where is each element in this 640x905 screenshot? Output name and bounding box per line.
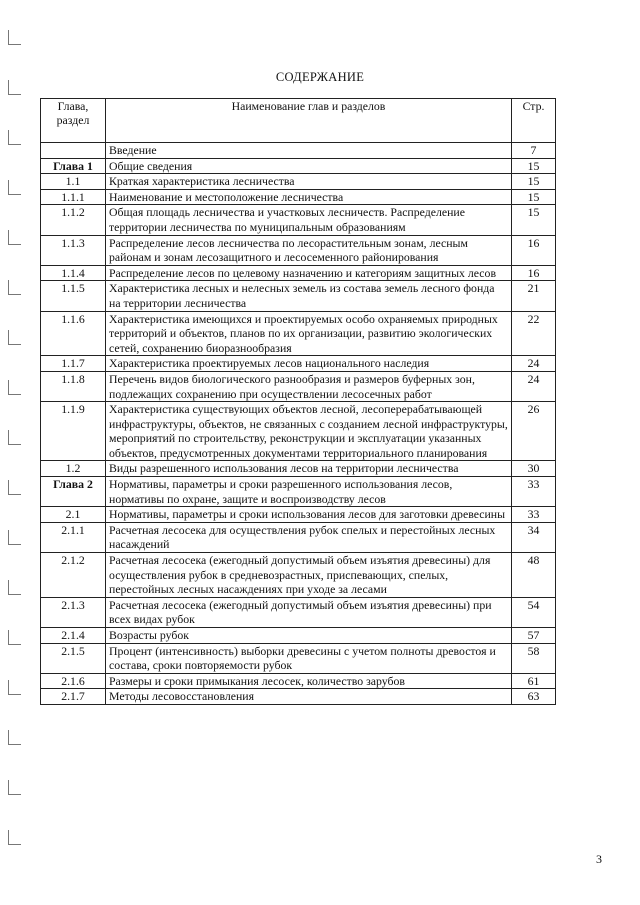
row-chapter-number: 2.1.7 — [41, 689, 106, 705]
row-title: Распределение лесов по целевому назначению и категориям защитных лесов — [106, 265, 512, 281]
row-chapter-number: 2.1.6 — [41, 673, 106, 689]
table-row — [41, 507, 556, 523]
row-chapter-number: 2.1 — [41, 507, 106, 523]
row-chapter-number: 1.1.2 — [41, 205, 106, 235]
row-title: Общие сведения — [106, 158, 512, 174]
table-row — [41, 461, 556, 477]
row-page-number: 48 — [512, 553, 556, 598]
page-title: СОДЕРЖАНИЕ — [275, 70, 365, 84]
row-title: Характеристика лесных и нелесных земель из состава земель лесного фонда на территории лесничества — [106, 281, 512, 311]
row-chapter-number: 1.1.3 — [41, 235, 106, 265]
row-title: Характеристика существующих объектов лесной, лесоперерабатывающей инфраструктуры, объектов, не связанных с созданием лесной инфраструктуры, мероприятий по строительству, реконструкции и эксплуатации указанных объектов, предусмотренных документами территориального планирования — [106, 402, 512, 461]
row-title: Наименование и местоположение лесничества — [106, 189, 512, 205]
row-chapter-number: Глава 1 — [41, 158, 106, 174]
table-row — [41, 205, 556, 235]
table-row — [41, 673, 556, 689]
row-chapter-number: 1.1.7 — [41, 356, 106, 372]
row-title: Перечень видов биологического разнообразия и размеров буферных зон, подлежащих сохранению при осуществлении лесосечных работ — [106, 371, 512, 401]
row-chapter-number: 1.1.6 — [41, 311, 106, 356]
row-title: Распределение лесов лесничества по лесорастительным зонам, лесным районам и зонам лесозащитного и лесосеменного районирования — [106, 235, 512, 265]
row-title: Размеры и сроки примыкания лесосек, количество зарубов — [106, 673, 512, 689]
row-chapter-number: 2.1.2 — [41, 553, 106, 598]
row-chapter-number: 1.1 — [41, 174, 106, 190]
row-page-number: 15 — [512, 158, 556, 174]
table-row — [41, 402, 556, 461]
row-page-number: 24 — [512, 356, 556, 372]
row-chapter-number: 1.1.4 — [41, 265, 106, 281]
row-chapter-number: 2.1.3 — [41, 597, 106, 627]
row-page-number: 33 — [512, 507, 556, 523]
table-row — [41, 643, 556, 673]
row-page-number: 15 — [512, 174, 556, 190]
row-chapter-number: 2.1.1 — [41, 522, 106, 552]
row-page-number: 57 — [512, 628, 556, 644]
row-page-number: 26 — [512, 402, 556, 461]
row-title: Характеристика проектируемых лесов национального наследия — [106, 356, 512, 372]
table-row — [41, 356, 556, 372]
row-title: Нормативы, параметры и сроки использования лесов для заготовки древесины — [106, 507, 512, 523]
table-row — [41, 689, 556, 705]
table-row — [41, 597, 556, 627]
header-chapter: Глава, раздел — [41, 99, 106, 143]
header-name: Наименование глав и разделов — [106, 99, 512, 143]
table-row — [41, 174, 556, 190]
table-row — [41, 522, 556, 552]
table-row — [41, 628, 556, 644]
row-page-number: 63 — [512, 689, 556, 705]
table-row — [41, 235, 556, 265]
table-row — [41, 311, 556, 356]
table-row — [41, 158, 556, 174]
row-page-number: 58 — [512, 643, 556, 673]
row-page-number: 22 — [512, 311, 556, 356]
row-page-number: 16 — [512, 235, 556, 265]
row-page-number: 15 — [512, 189, 556, 205]
row-page-number: 33 — [512, 477, 556, 507]
row-page-number: 15 — [512, 205, 556, 235]
row-chapter-number: 1.1.1 — [41, 189, 106, 205]
table-of-contents — [40, 98, 556, 705]
row-chapter-number: 2.1.4 — [41, 628, 106, 644]
row-chapter-number: 1.1.9 — [41, 402, 106, 461]
row-chapter-number: 1.2 — [41, 461, 106, 477]
header-page: Стр. — [512, 99, 556, 143]
table-row — [41, 265, 556, 281]
table-row — [41, 189, 556, 205]
table-body — [41, 143, 556, 705]
table-row — [41, 281, 556, 311]
table-header-row — [41, 99, 556, 143]
table-row — [41, 371, 556, 401]
row-title: Возрасты рубок — [106, 628, 512, 644]
row-page-number: 34 — [512, 522, 556, 552]
table-row — [41, 477, 556, 507]
row-title: Расчетная лесосека (ежегодный допустимый объем изъятия древесины) при всех видах рубок — [106, 597, 512, 627]
row-title: Характеристика имеющихся и проектируемых особо охраняемых природных территорий и объектов, планов по их организации, развитию экологических сетей, сохранению биоразнообразия — [106, 311, 512, 356]
row-title: Процент (интенсивность) выборки древесины с учетом полноты древостоя и состава, сроки повторяемости рубок — [106, 643, 512, 673]
row-chapter-number — [41, 143, 106, 159]
row-chapter-number: 1.1.8 — [41, 371, 106, 401]
row-title: Методы лесовосстановления — [106, 689, 512, 705]
row-page-number: 61 — [512, 673, 556, 689]
row-title: Расчетная лесосека (ежегодный допустимый объем изъятия древесины) для осуществления рубок в средневозрастных, приспевающих, спелых, перестойных лесных насаждениях при уходе за лесами — [106, 553, 512, 598]
row-chapter-number: 1.1.5 — [41, 281, 106, 311]
row-page-number: 21 — [512, 281, 556, 311]
row-chapter-number: Глава 2 — [41, 477, 106, 507]
row-page-number: 16 — [512, 265, 556, 281]
row-title: Виды разрешенного использования лесов на территории лесничества — [106, 461, 512, 477]
table-row — [41, 143, 556, 159]
row-title: Общая площадь лесничества и участковых лесничеств. Распределение территории лесничества по муниципальным образованиям — [106, 205, 512, 235]
row-title: Введение — [106, 143, 512, 159]
page-number: 3 — [596, 852, 602, 866]
row-page-number: 7 — [512, 143, 556, 159]
row-title: Краткая характеристика лесничества — [106, 174, 512, 190]
row-page-number: 30 — [512, 461, 556, 477]
row-title: Расчетная лесосека для осуществления рубок спелых и перестойных лесных насаждений — [106, 522, 512, 552]
row-page-number: 24 — [512, 371, 556, 401]
row-chapter-number: 2.1.5 — [41, 643, 106, 673]
table-row — [41, 553, 556, 598]
binding-margin-marks — [0, 0, 24, 905]
row-title: Нормативы, параметры и сроки разрешенного использования лесов, нормативы по охране, защите и воспроизводству лесов — [106, 477, 512, 507]
row-page-number: 54 — [512, 597, 556, 627]
